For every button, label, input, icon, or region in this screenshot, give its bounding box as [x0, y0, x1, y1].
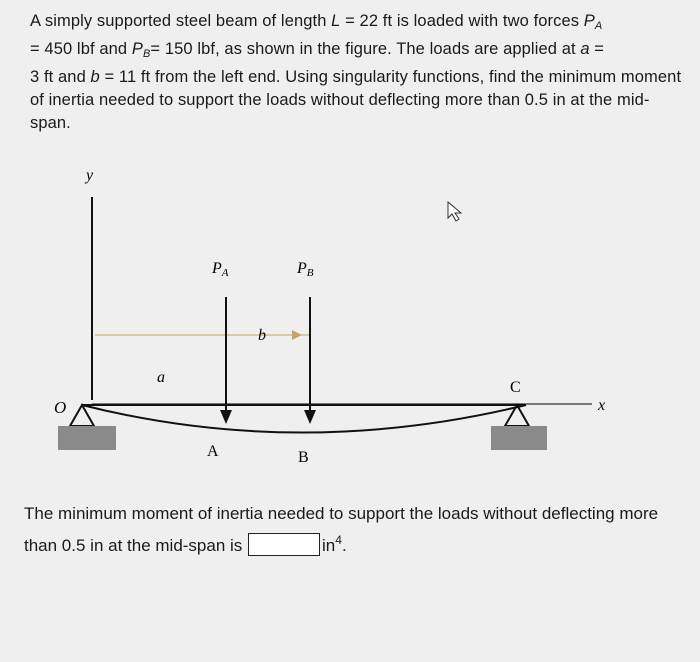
- answer-unit: in: [322, 536, 336, 555]
- deflected-beam: [82, 405, 526, 433]
- dimension-arrowhead: [292, 330, 302, 340]
- load-a-arrowhead: [220, 410, 232, 424]
- answer-unit-suffix: .: [341, 536, 347, 555]
- problem-text: = 450 lbf and: [30, 40, 132, 58]
- problem-text: = 11 ft from the left end. Using singularity functions, find the minimum moment of inertia needed to support the loads without deflecting more than 0.5 in at the mid-span.: [30, 68, 682, 132]
- distance-a-symbol: a: [580, 40, 590, 58]
- load-a-label: PA: [212, 260, 229, 279]
- answer-section: [24, 500, 684, 559]
- force-a-symbol: P: [583, 12, 595, 30]
- problem-text: 3 ft and: [30, 68, 91, 86]
- problem-text: A simply supported steel beam of length: [30, 12, 332, 30]
- load-b-label: PB: [297, 260, 314, 279]
- force-b-subscript: B: [142, 48, 151, 60]
- answer-text: The minimum moment of inertia needed to support the loads without deflecting more than 0.5 in at the mid-span is: [24, 504, 659, 555]
- x-axis-label: x: [598, 397, 606, 414]
- left-pin-support: [70, 405, 94, 426]
- point-c-label: C: [510, 379, 521, 396]
- cursor-icon: [448, 202, 461, 221]
- point-a-label: A: [207, 443, 219, 460]
- force-a-subscript: A: [594, 20, 603, 32]
- answer-input[interactable]: [248, 533, 320, 556]
- y-axis-label: y: [86, 167, 94, 184]
- force-b-symbol: P: [131, 40, 143, 58]
- problem-text: =: [589, 40, 605, 58]
- dim-b-label: b: [258, 327, 266, 344]
- length-symbol: L: [331, 12, 341, 30]
- left-ground: [58, 426, 116, 450]
- problem-text: = 22 ft is loaded with two forces: [340, 12, 584, 30]
- load-b-arrowhead: [304, 410, 316, 424]
- right-ground: [491, 426, 547, 450]
- origin-label: O: [54, 398, 67, 417]
- answer-unit-exponent: 4: [335, 533, 342, 547]
- dim-a-label: a: [157, 369, 165, 386]
- problem-text: = 150 lbf, as shown in the figure. The loads are applied at: [150, 40, 581, 58]
- distance-b-symbol: b: [90, 68, 100, 86]
- point-b-label: B: [298, 449, 309, 466]
